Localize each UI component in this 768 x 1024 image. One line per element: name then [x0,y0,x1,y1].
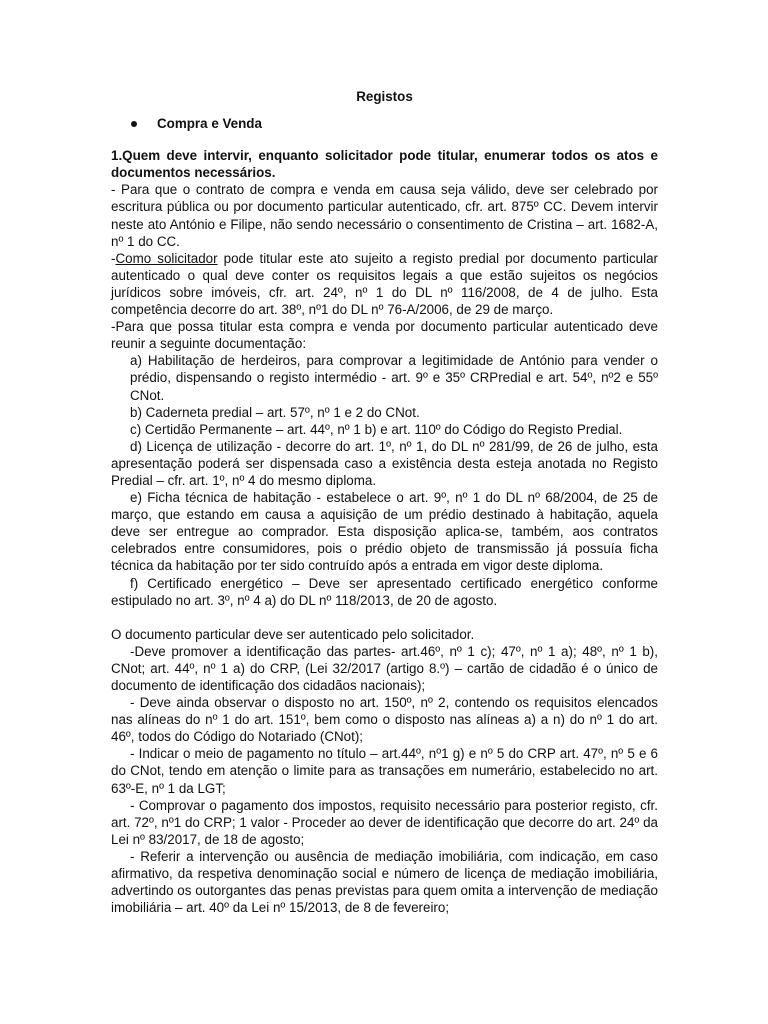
section-heading [111,115,658,132]
list-item-c: c) Certidão Permanente – art. 44º, nº 1 b) e art. 110º do Código do Registo Predial. [130,421,623,437]
duty-3: - Indicar o meio de pagamento no título – art.44º, nº1 g) e nº 5 do CRP art. 47º, nº 5 e 6 do CNot, tendo em atenção o limite para as transações em numerário, estabelecido no art. 63º-E, nº 1 da LGT; [111,746,658,796]
paragraph-4: O documento particular deve ser autenticado pelo solicitador. [111,626,475,642]
duty-4: - Comprovar o pagamento dos impostos, requisito necessário para posterior registo, cfr. art. 72º, nº1 do CRP; 1 valor - Proceder ao dever de identificação que decorre do art. 24º da Lei nº 83/2017, de 18 de agosto; [111,797,658,847]
page-title: Registos [356,89,413,104]
list-item-e: e) Ficha técnica de habitação - estabelece o art. 9º, nº 1 do DL nº 68/2004, de 25 de março, que estando em causa a aquisição de um prédio destinado à habitação, aquela deve ser entregue ao comprador. Esta disposição aplica-se, também, aos contratos celebrados entre consumidores, pois o prédio objeto de transmissão já possuía ficha técnica da habitação por ter sido contruído após a entrada em vigor deste diploma. [111,490,658,574]
duty-5: - Referir a intervenção ou ausência de mediação imobiliária, com indicação, em caso afirmativo, da respetiva denominação social e número de licença de mediação imobiliária, advertindo os outorgantes das penas previstas para quem omita a intervenção de mediação imobiliária – art. 40º da Lei nº 15/2013, de 8 de fevereiro; [111,848,658,916]
paragraph-3: -Para que possa titular esta compra e venda por documento particular autenticado deve reunir a seguinte documentação: [111,319,658,352]
list-item-b: b) Caderneta predial – art. 57º, nº 1 e 2 do CNot. [130,404,420,420]
paragraph-2-underlined: Como solicitador [115,250,218,266]
paragraph-1: - Para que o contrato de compra e venda em causa seja válido, deve ser celebrado por escritura pública ou por documento particular autenticado, cfr. art. 875º CC. Devem intervir neste ato António e Filipe, não sendo necessário o consentimento de Cristina – art. 1682-A, nº 1 do CC. [111,182,658,249]
list-item-a: a) Habilitação de herdeiros, para comprovar a legitimidade de António para vender o prédio, dispensando o registo intermédio - art. 9º e 35º CRPredial e art. 54º, nº2 e 55º CNot. [130,353,658,403]
question-1: 1.Quem deve intervir, enquanto solicitador pode titular, enumerar todos os atos e documentos necessários. [111,148,658,181]
paragraph-2 [111,250,658,318]
duty-1: -Deve promover a identificação das partes- art.46º, nº 1 c); 47º, nº 1 a); 48º, nº 1 b), CNot; art. 44º, nº 1 a) do CRP, (Lei 32/2017 (artigo 8.º) – cartão de cidadão é o único de documento de identificação dos cidadãos nacionais); [111,643,658,693]
duty-2: - Deve ainda observar o disposto no art. 150º, nº 2, contendo os requisitos elencados nas alíneas do nº 1 do art. 151º, bem como o disposto nas alíneas a) a n) do nº 1 do art. 46º, todos do Código do Notariado (CNot); [111,695,658,745]
section-heading-label: Compra e Venda [157,116,262,132]
paragraph-2-rest: pode titular este ato sujeito a registo predial por documento particular autenticado o qual deve conter os requisitos legais a que estão sujeitos os negócios jurídicos sobre imóveis, cfr. art. 24º, nº 1 do DL nº 116/2008, de 4 de julho. Esta competência decorre do art. 38º, nº1 do DL nº 76-A/2006, de 29 de março. [111,250,658,318]
list-item-d: d) Licença de utilização - decorre do art. 1º, nº 1, do DL nº 281/99, de 26 de julho, esta apresentação poderá ser dispensada caso a existência desta esteja anotada no Registo Predial – cfr. art. 1º, nº 4 do mesmo diploma. [111,438,658,488]
bullet-icon [131,121,137,127]
list-item-f: f) Certificado energético – Deve ser apresentado certificado energético conforme estipulado no art. 3º, nº 4 a) do DL nº 118/2013, de 20 de agosto. [111,575,658,608]
paragraph-2-prefix: - [111,250,116,266]
